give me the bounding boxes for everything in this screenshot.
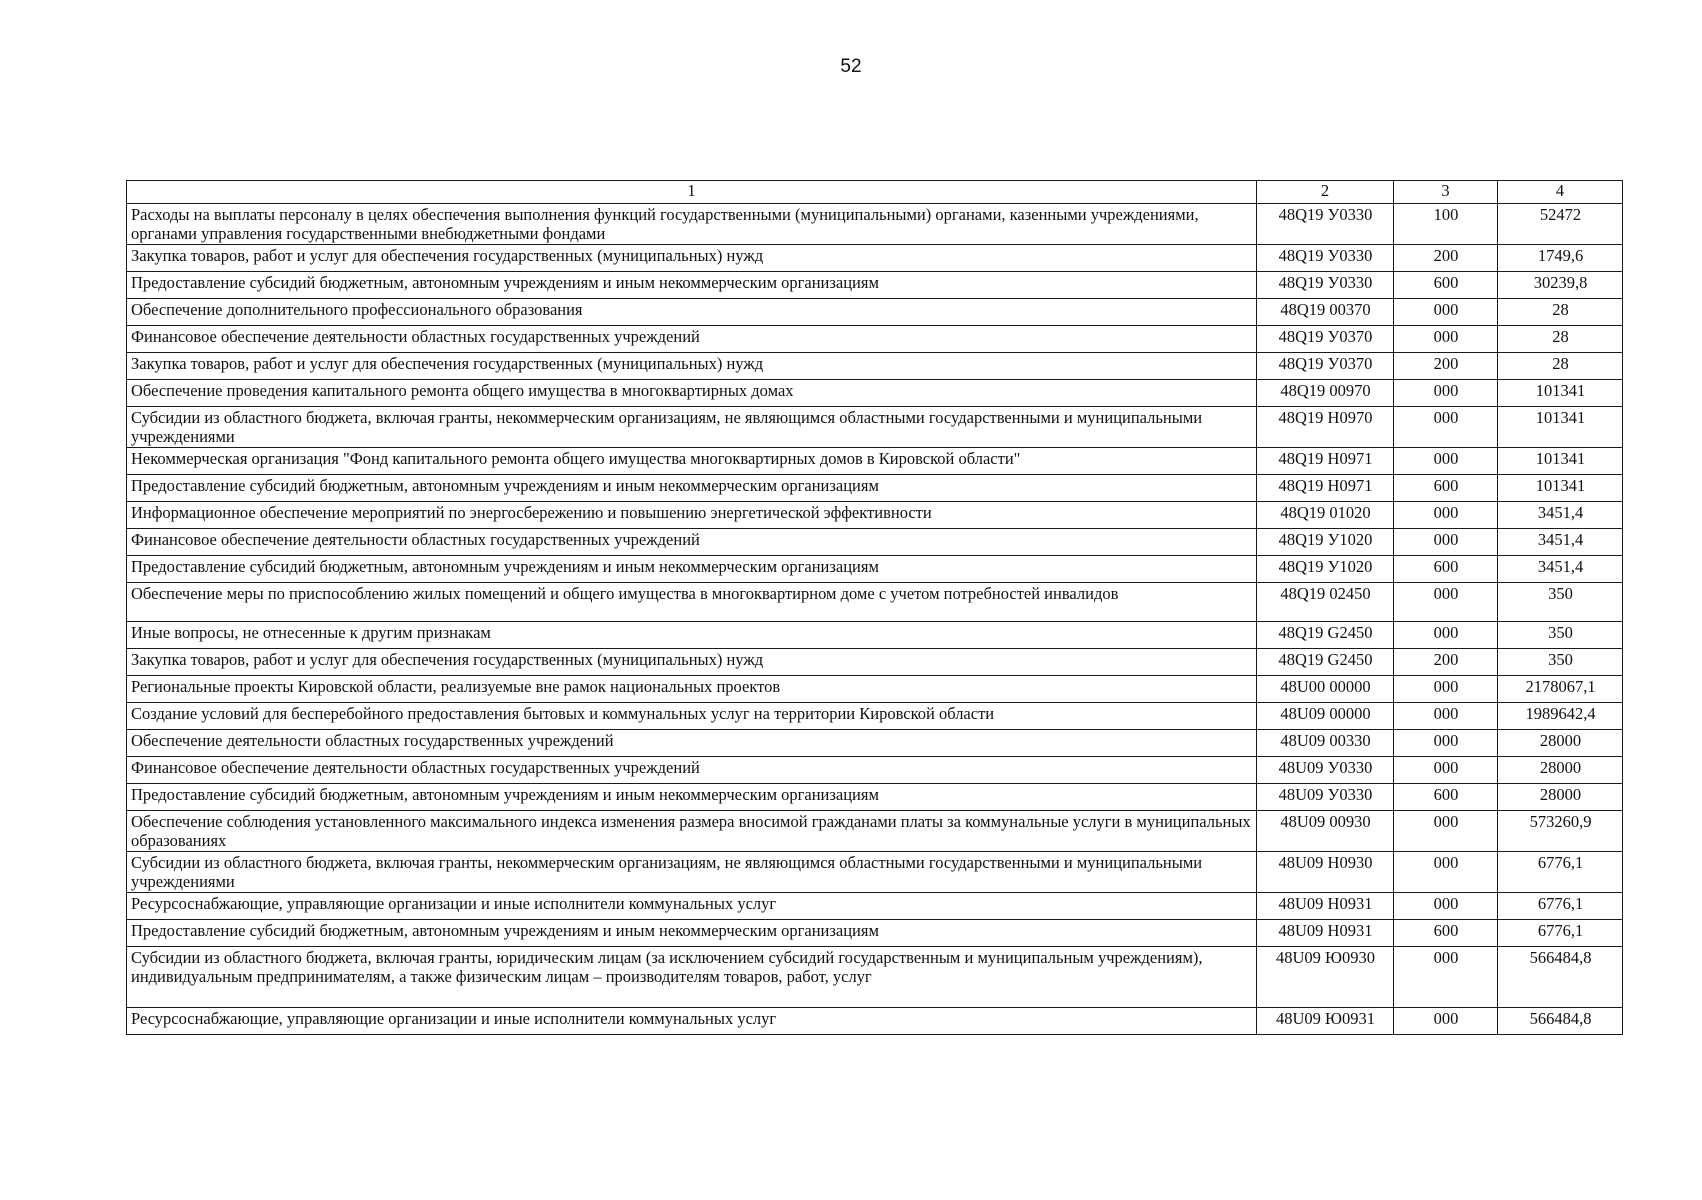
expense-name-cell: Предоставление субсидий бюджетным, автономным учреждениям и иным некоммерческим организациям [127, 556, 1257, 583]
target-code-cell: 48U09 Н0930 [1257, 852, 1394, 893]
amount-cell: 350 [1498, 649, 1623, 676]
target-code-cell: 48Q19 У1020 [1257, 529, 1394, 556]
table-row [127, 204, 1623, 245]
expense-name-cell: Предоставление субсидий бюджетным, автономным учреждениям и иным некоммерческим организациям [127, 272, 1257, 299]
target-code-cell: 48Q19 У0330 [1257, 245, 1394, 272]
table-row [127, 326, 1623, 353]
expense-type-cell: 000 [1394, 852, 1498, 893]
expense-type-cell: 600 [1394, 475, 1498, 502]
expense-name-cell: Некоммерческая организация "Фонд капитального ремонта общего имущества многоквартирных домов в Кировской области" [127, 448, 1257, 475]
table-row [127, 784, 1623, 811]
amount-cell: 101341 [1498, 380, 1623, 407]
expense-name-cell: Обеспечение деятельности областных государственных учреждений [127, 730, 1257, 757]
expense-type-cell: 000 [1394, 757, 1498, 784]
amount-cell: 573260,9 [1498, 811, 1623, 852]
expense-name-cell: Финансовое обеспечение деятельности областных государственных учреждений [127, 757, 1257, 784]
header-col-1: 1 [127, 181, 1257, 204]
table-row [127, 272, 1623, 299]
expense-type-cell: 000 [1394, 893, 1498, 920]
target-code-cell: 48Q19 G2450 [1257, 649, 1394, 676]
table-row [127, 703, 1623, 730]
expense-name-cell: Расходы на выплаты персоналу в целях обеспечения выполнения функций государственными (муниципальными) органами, казенными учреждениями, органами управления государственными внебюджетными фондами [127, 204, 1257, 245]
header-col-2: 2 [1257, 181, 1394, 204]
target-code-cell: 48Q19 G2450 [1257, 622, 1394, 649]
expense-type-cell: 000 [1394, 407, 1498, 448]
expense-type-cell: 600 [1394, 920, 1498, 947]
target-code-cell: 48U09 Ю0931 [1257, 1008, 1394, 1035]
amount-cell: 28000 [1498, 730, 1623, 757]
table-row [127, 407, 1623, 448]
expense-type-cell: 000 [1394, 299, 1498, 326]
target-code-cell: 48U09 Ю0930 [1257, 947, 1394, 1008]
expense-name-cell: Обеспечение дополнительного профессионального образования [127, 299, 1257, 326]
expense-name-cell: Обеспечение соблюдения установленного максимального индекса изменения размера вносимой гражданами платы за коммунальные услуги в муниципальных образованиях [127, 811, 1257, 852]
amount-cell: 1989642,4 [1498, 703, 1623, 730]
table-row [127, 676, 1623, 703]
header-col-3: 3 [1394, 181, 1498, 204]
table-row [127, 380, 1623, 407]
table-row [127, 811, 1623, 852]
amount-cell: 566484,8 [1498, 1008, 1623, 1035]
expense-name-cell: Ресурсоснабжающие, управляющие организации и иные исполнители коммунальных услуг [127, 1008, 1257, 1035]
table-row [127, 529, 1623, 556]
expense-type-cell: 000 [1394, 380, 1498, 407]
expense-type-cell: 600 [1394, 272, 1498, 299]
table-row [127, 1008, 1623, 1035]
target-code-cell: 48Q19 00370 [1257, 299, 1394, 326]
target-code-cell: 48Q19 Н0970 [1257, 407, 1394, 448]
amount-cell: 6776,1 [1498, 893, 1623, 920]
target-code-cell: 48Q19 У1020 [1257, 556, 1394, 583]
amount-cell: 28 [1498, 299, 1623, 326]
table-row [127, 757, 1623, 784]
expense-type-cell: 000 [1394, 730, 1498, 757]
amount-cell: 6776,1 [1498, 852, 1623, 893]
target-code-cell: 48Q19 У0330 [1257, 272, 1394, 299]
amount-cell: 28000 [1498, 757, 1623, 784]
expense-name-cell: Предоставление субсидий бюджетным, автономным учреждениям и иным некоммерческим организациям [127, 784, 1257, 811]
expense-name-cell: Субсидии из областного бюджета, включая гранты, юридическим лицам (за исключением субсидий государственным и муниципальным учреждениям), индивидуальным предпринимателям, а также физическим лицам – производителям товаров, работ, услуг [127, 947, 1257, 1008]
amount-cell: 101341 [1498, 475, 1623, 502]
amount-cell: 28000 [1498, 784, 1623, 811]
amount-cell: 3451,4 [1498, 556, 1623, 583]
amount-cell: 566484,8 [1498, 947, 1623, 1008]
expense-name-cell: Обеспечение проведения капитального ремонта общего имущества в многоквартирных домах [127, 380, 1257, 407]
target-code-cell: 48Q19 02450 [1257, 583, 1394, 622]
table-row [127, 622, 1623, 649]
amount-cell: 101341 [1498, 407, 1623, 448]
target-code-cell: 48U00 00000 [1257, 676, 1394, 703]
target-code-cell: 48U09 00000 [1257, 703, 1394, 730]
table-row [127, 852, 1623, 893]
amount-cell: 28 [1498, 326, 1623, 353]
amount-cell: 3451,4 [1498, 502, 1623, 529]
amount-cell: 350 [1498, 583, 1623, 622]
target-code-cell: 48U09 У0330 [1257, 757, 1394, 784]
expense-name-cell: Субсидии из областного бюджета, включая гранты, некоммерческим организациям, не являющимся областными государственными и муниципальными учреждениями [127, 407, 1257, 448]
target-code-cell: 48Q19 У0370 [1257, 353, 1394, 380]
expense-name-cell: Обеспечение меры по приспособлению жилых помещений и общего имущества в многоквартирном доме с учетом потребностей инвалидов [127, 583, 1257, 622]
expense-name-cell: Предоставление субсидий бюджетным, автономным учреждениям и иным некоммерческим организациям [127, 920, 1257, 947]
expense-type-cell: 000 [1394, 1008, 1498, 1035]
table-row [127, 583, 1623, 622]
amount-cell: 30239,8 [1498, 272, 1623, 299]
table-row [127, 920, 1623, 947]
target-code-cell: 48U09 У0330 [1257, 784, 1394, 811]
target-code-cell: 48Q19 У0370 [1257, 326, 1394, 353]
target-code-cell: 48Q19 Н0971 [1257, 475, 1394, 502]
expense-type-cell: 000 [1394, 448, 1498, 475]
budget-table [126, 180, 1623, 1035]
target-code-cell: 48Q19 00970 [1257, 380, 1394, 407]
table-row [127, 299, 1623, 326]
expense-name-cell: Ресурсоснабжающие, управляющие организации и иные исполнители коммунальных услуг [127, 893, 1257, 920]
target-code-cell: 48Q19 01020 [1257, 502, 1394, 529]
amount-cell: 52472 [1498, 204, 1623, 245]
expense-name-cell: Закупка товаров, работ и услуг для обеспечения государственных (муниципальных) нужд [127, 245, 1257, 272]
expense-name-cell: Информационное обеспечение мероприятий по энергосбережению и повышению энергетической эффективности [127, 502, 1257, 529]
table-row [127, 448, 1623, 475]
table-row [127, 730, 1623, 757]
table-row [127, 245, 1623, 272]
amount-cell: 28 [1498, 353, 1623, 380]
amount-cell: 3451,4 [1498, 529, 1623, 556]
expense-type-cell: 000 [1394, 676, 1498, 703]
amount-cell: 101341 [1498, 448, 1623, 475]
target-code-cell: 48U09 00930 [1257, 811, 1394, 852]
table-row [127, 475, 1623, 502]
target-code-cell: 48Q19 У0330 [1257, 204, 1394, 245]
expense-name-cell: Иные вопросы, не отнесенные к другим признакам [127, 622, 1257, 649]
target-code-cell: 48U09 00330 [1257, 730, 1394, 757]
amount-cell: 1749,6 [1498, 245, 1623, 272]
table-row [127, 556, 1623, 583]
expense-type-cell: 000 [1394, 583, 1498, 622]
expense-type-cell: 200 [1394, 245, 1498, 272]
expense-name-cell: Предоставление субсидий бюджетным, автономным учреждениям и иным некоммерческим организациям [127, 475, 1257, 502]
expense-type-cell: 000 [1394, 529, 1498, 556]
expense-name-cell: Региональные проекты Кировской области, реализуемые вне рамок национальных проектов [127, 676, 1257, 703]
expense-name-cell: Закупка товаров, работ и услуг для обеспечения государственных (муниципальных) нужд [127, 353, 1257, 380]
expense-type-cell: 000 [1394, 811, 1498, 852]
amount-cell: 6776,1 [1498, 920, 1623, 947]
target-code-cell: 48U09 Н0931 [1257, 920, 1394, 947]
expense-type-cell: 000 [1394, 947, 1498, 1008]
expense-type-cell: 200 [1394, 649, 1498, 676]
expense-type-cell: 600 [1394, 556, 1498, 583]
table-row [127, 502, 1623, 529]
expense-type-cell: 000 [1394, 502, 1498, 529]
expense-name-cell: Создание условий для бесперебойного предоставления бытовых и коммунальных услуг на территории Кировской области [127, 703, 1257, 730]
table-row [127, 649, 1623, 676]
target-code-cell: 48U09 Н0931 [1257, 893, 1394, 920]
expense-type-cell: 000 [1394, 326, 1498, 353]
expense-type-cell: 100 [1394, 204, 1498, 245]
amount-cell: 2178067,1 [1498, 676, 1623, 703]
page-number: 52 [840, 56, 862, 77]
expense-name-cell: Субсидии из областного бюджета, включая гранты, некоммерческим организациям, не являющимся областными государственными и муниципальными учреждениями [127, 852, 1257, 893]
expense-name-cell: Закупка товаров, работ и услуг для обеспечения государственных (муниципальных) нужд [127, 649, 1257, 676]
target-code-cell: 48Q19 Н0971 [1257, 448, 1394, 475]
table-row [127, 947, 1623, 1008]
table-body [127, 204, 1623, 1035]
expense-type-cell: 600 [1394, 784, 1498, 811]
table-row [127, 353, 1623, 380]
amount-cell: 350 [1498, 622, 1623, 649]
table-row [127, 893, 1623, 920]
expense-type-cell: 000 [1394, 703, 1498, 730]
expense-name-cell: Финансовое обеспечение деятельности областных государственных учреждений [127, 529, 1257, 556]
expense-name-cell: Финансовое обеспечение деятельности областных государственных учреждений [127, 326, 1257, 353]
header-col-4: 4 [1498, 181, 1623, 204]
table-header-row [127, 181, 1623, 204]
expense-type-cell: 200 [1394, 353, 1498, 380]
expense-type-cell: 000 [1394, 622, 1498, 649]
